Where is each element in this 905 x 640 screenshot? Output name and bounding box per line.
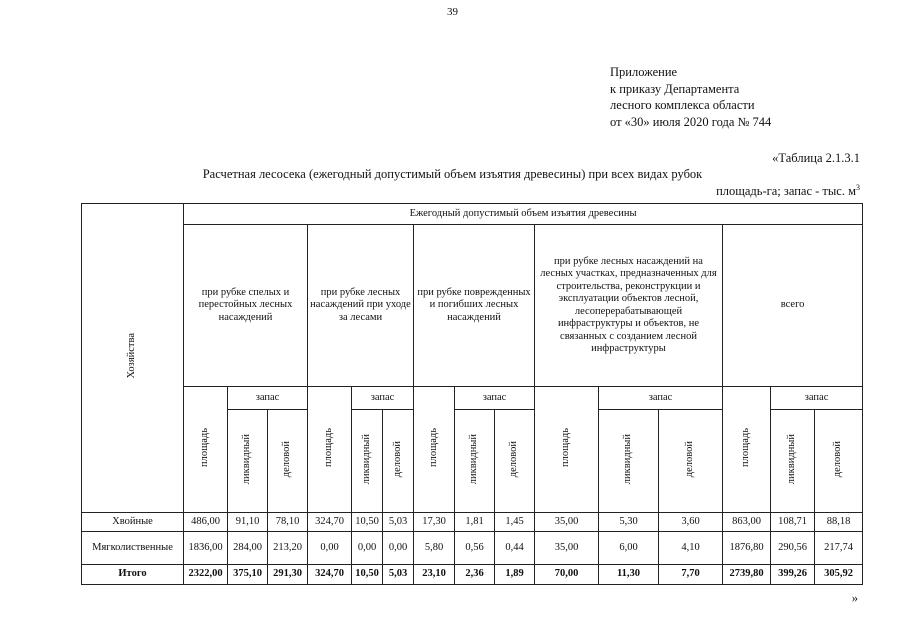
business-header-cell [495,410,535,513]
page-number: 39 [447,6,458,18]
table-row [82,532,863,565]
business-header: деловой [684,440,696,477]
area-header-cell [414,387,455,513]
liquid-header: ликвидный [622,433,634,484]
cell: 1836,00 [184,532,228,565]
liquid-header-cell [599,410,659,513]
farm-header-cell [82,204,184,513]
area-header-cell [723,387,771,513]
row-label: Хвойные [82,513,184,532]
cell: 0,00 [383,532,414,565]
cell: 863,00 [723,513,771,532]
cell: 324,70 [308,513,352,532]
business-header-cell [659,410,723,513]
cell: 91,10 [228,513,268,532]
cell: 35,00 [535,532,599,565]
cell: 23,10 [414,565,455,585]
units-text: площадь-га; запас - тыс. м [716,184,856,199]
area-header: площадь [560,427,572,467]
business-header: деловой [281,440,293,477]
cell: 290,56 [771,532,815,565]
cell: 35,00 [535,513,599,532]
liquid-header: ликвидный [241,433,253,484]
cell: 88,18 [815,513,863,532]
group-header-care: при рубке лесных насаждений при уходе за лесами [308,225,414,387]
cell: 0,00 [308,532,352,565]
row-label: Итого [82,565,184,585]
group-header-damaged: при рубке поврежденных и погибших лесных насаждений [414,225,535,387]
business-header: деловой [832,440,844,477]
appendix-line-2: к приказу Департамента [610,81,740,96]
liquid-header: ликвидный [468,433,480,484]
stock-header: запас [599,387,723,410]
area-header: площадь [323,427,335,467]
area-header: площадь [199,427,211,467]
business-header-cell [815,410,863,513]
cell: 2,36 [455,565,495,585]
cell: 108,71 [771,513,815,532]
group-header-total: всего [723,225,863,387]
cell: 1,89 [495,565,535,585]
business-header-cell [268,410,308,513]
group-header-mature: при рубке спелых и перестойных лесных насаждений [184,225,308,387]
stock-header: запас [771,387,863,410]
business-header: деловой [391,440,403,477]
cell: 11,30 [599,565,659,585]
table-reference: «Таблица 2.1.3.1 [772,151,860,165]
liquid-header: ликвидный [360,433,372,484]
cell: 10,50 [352,565,383,585]
appendix-line-1: Приложение [610,65,678,79]
units-note [716,183,860,199]
closing-quote: » [851,591,858,605]
cell: 3,60 [659,513,723,532]
area-header-cell [184,387,228,513]
cell: 375,10 [228,565,268,585]
cell: 5,80 [414,532,455,565]
area-header: площадь [427,427,439,467]
cell: 0,44 [495,532,535,565]
cell: 2322,00 [184,565,228,585]
business-header: деловой [508,440,520,477]
liquid-header-cell [455,410,495,513]
cell: 17,30 [414,513,455,532]
liquid-header-cell [352,410,383,513]
cell: 1,45 [495,513,535,532]
cell: 7,70 [659,565,723,585]
cell: 399,26 [771,565,815,585]
appendix-block [610,64,771,130]
area-header: площадь [740,427,752,467]
cell: 5,03 [383,565,414,585]
group-header-construction: при рубке лесных насаждений на лесных участках, предназначенных для строительства, реконструкции и эксплуатации объектов лесной, лесоперерабатывающей инфраструктуры и объектов, не связанных с созданием лесной инфраструктуры [535,225,723,387]
cell: 305,92 [815,565,863,585]
cell: 6,00 [599,532,659,565]
row-label: Мягколиственные [82,532,184,565]
cell: 1876,80 [723,532,771,565]
cell: 0,56 [455,532,495,565]
main-header: Ежегодный допустимый объем изъятия древесины [184,204,863,225]
stock-header: запас [352,387,414,410]
farm-header: Хозяйства [126,333,138,379]
cell: 486,00 [184,513,228,532]
cell: 284,00 [228,532,268,565]
cell: 1,81 [455,513,495,532]
cell: 217,74 [815,532,863,565]
liquid-header-cell [771,410,815,513]
cell: 324,70 [308,565,352,585]
cell: 4,10 [659,532,723,565]
cell: 291,30 [268,565,308,585]
cell: 5,03 [383,513,414,532]
cell: 0,00 [352,532,383,565]
cell: 78,10 [268,513,308,532]
table-row [82,513,863,532]
stock-header: запас [455,387,535,410]
liquid-header: ликвидный [786,433,798,484]
table-title: Расчетная лесосека (ежегодный допустимый объем изъятия древесины) при всех видах рубок [202,167,703,181]
cell: 2739,80 [723,565,771,585]
appendix-line-3: лесного комплекса области [610,98,755,112]
appendix-line-4: от «30» июля 2020 года № 744 [610,114,772,129]
area-header-cell [308,387,352,513]
liquid-header-cell [228,410,268,513]
business-header-cell [383,410,414,513]
cell: 70,00 [535,565,599,585]
cell: 10,50 [352,513,383,532]
cell: 213,20 [268,532,308,565]
cell: 5,30 [599,513,659,532]
stock-header: запас [228,387,308,410]
units-superscript: 3 [856,183,860,192]
area-header-cell [535,387,599,513]
table-row-total [82,565,863,585]
harvest-table [81,203,863,585]
